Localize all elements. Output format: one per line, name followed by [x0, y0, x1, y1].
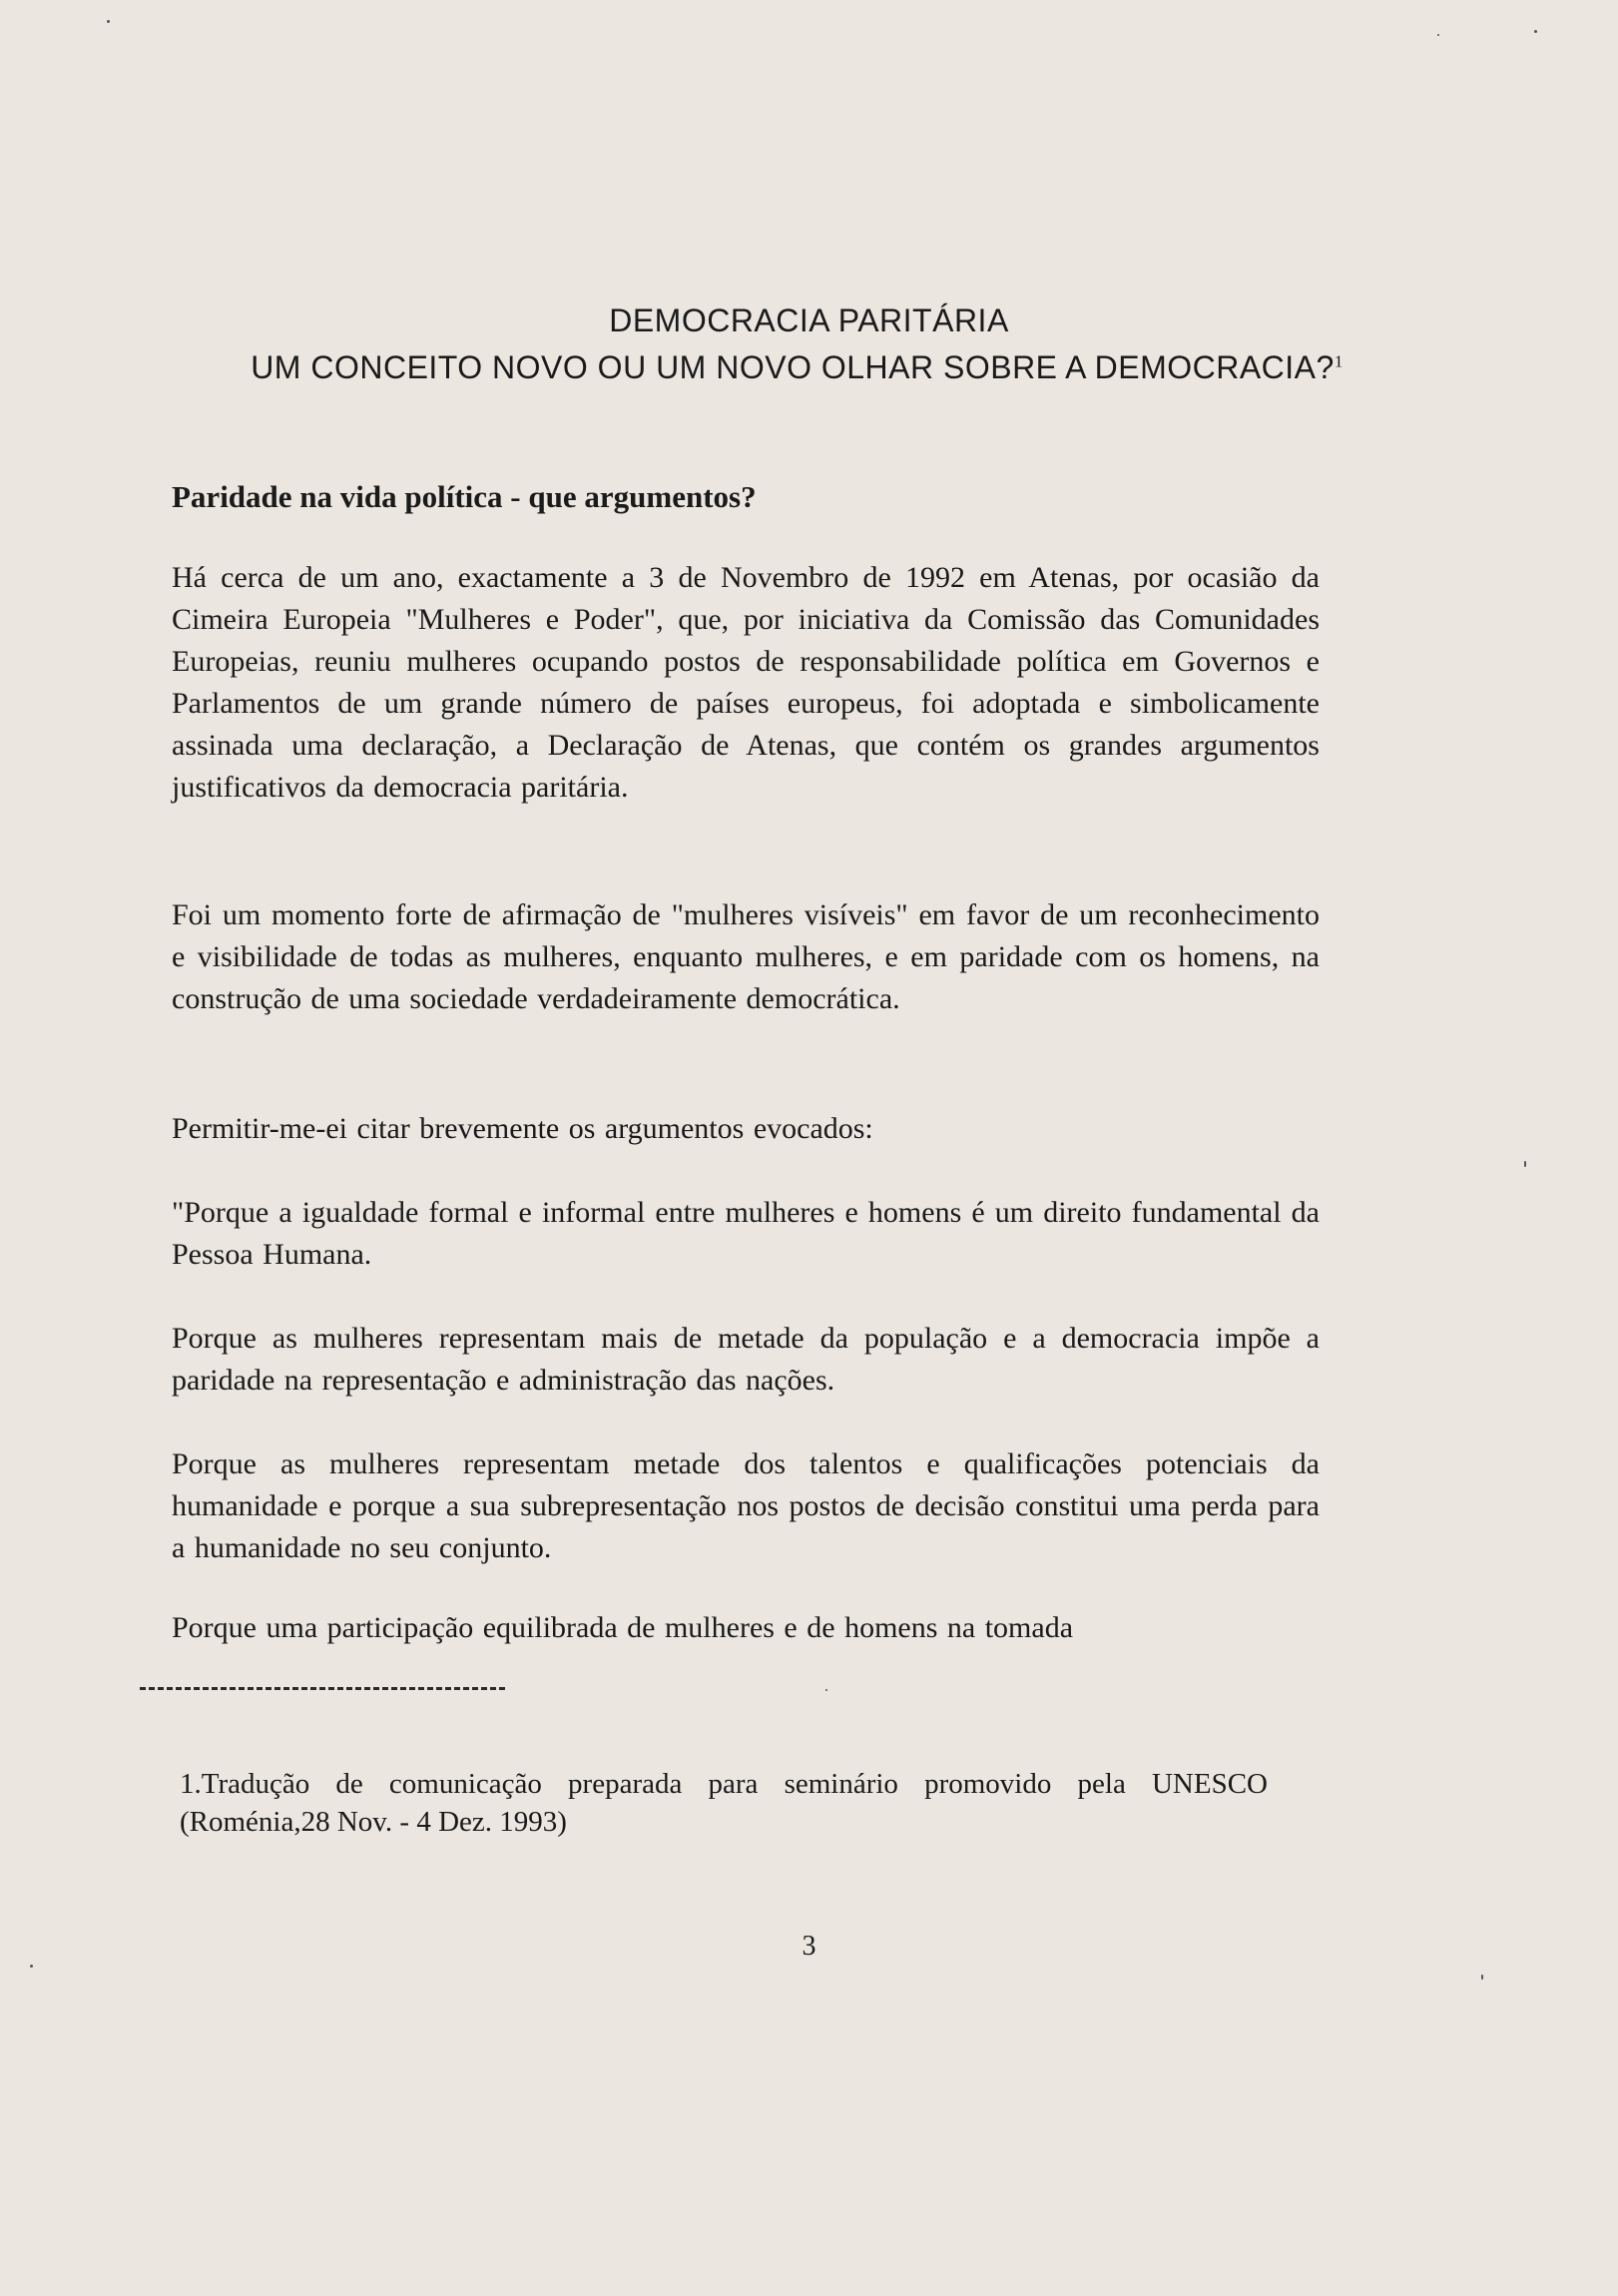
- title-line-2-text: UM CONCEITO NOVO OU UM NOVO OLHAR SOBRE A DEMOCRACIA?: [251, 349, 1335, 385]
- footnote-divider: [140, 1687, 505, 1690]
- paragraph-athens-declaration: Há cerca de um ano, exactamente a 3 de Novembro de 1992 em Atenas, por ocasião da Cimeira Europeia "Mulheres e Poder", que, por iniciativa da Comissão das Comunidades Europeias, reuniu mulheres ocupando postos de responsabilidade política em Governos e Parlamentos de um grande número de países europeus, foi adoptada e simbolicamente assinada uma declaração, a Declaração de Atenas, que contém os grandes argumentos justificativos da democracia paritária.: [172, 561, 1320, 804]
- paper-speck: [1481, 1975, 1483, 1980]
- title-line-2: [0, 344, 1606, 391]
- paragraph-visible-women: Foi um momento forte de afirmação de "mulheres visíveis" em favor de um reconhecimento e visibilidade de todas as mulheres, enquanto mulheres, e em paridade com os homens, na construção de uma sociedade verdadeiramente democrática.: [172, 898, 1320, 1015]
- section-heading: Paridade na vida política - que argumentos?: [172, 479, 757, 514]
- paragraph-argument-talents: Porque as mulheres representam metade dos talentos e qualificações potenciais da humanidade e porque a sua subrepresentação nos postos de decisão constitui uma perda para a humanidade no seu conjunto.: [172, 1447, 1320, 1564]
- paragraph-argument-participation: Porque uma participação equilibrada de mulheres e de homens na tomada: [172, 1611, 1074, 1644]
- footnote-marker: 1: [1334, 351, 1344, 371]
- paper-speck: [30, 1965, 33, 1968]
- paper-speck: [1524, 1161, 1526, 1167]
- paragraph-argument-population: Porque as mulheres representam mais de metade da população e a democracia impõe a paridade na representação e administração das nações.: [172, 1322, 1320, 1397]
- paper-speck: [825, 1689, 827, 1691]
- footnote: 1.Tradução de comunicação preparada para seminário promovido pela UNESCO (Roménia,28 Nov. - 4 Dez. 1993): [180, 1768, 1268, 1838]
- paragraph-argument-equality: "Porque a igualdade formal e informal entre mulheres e homens é um direito fundamental da Pessoa Humana.: [172, 1196, 1320, 1271]
- page-number: 3: [802, 1931, 816, 1962]
- title-line-1: DEMOCRACIA PARITÁRIA: [609, 302, 1009, 338]
- paragraph-arguments-intro: Permitir-me-ei citar brevemente os argumentos evocados:: [172, 1112, 873, 1145]
- paper-speck: [107, 20, 110, 23]
- document-title: [0, 297, 1618, 391]
- paper-speck: [1437, 34, 1439, 36]
- paper-speck: [1534, 30, 1537, 33]
